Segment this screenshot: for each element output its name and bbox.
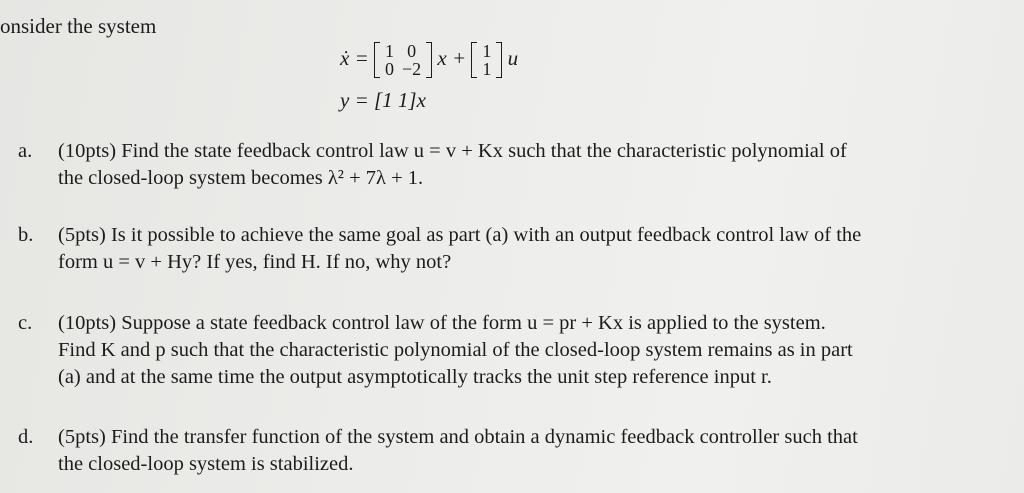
part-a: [18, 138, 948, 192]
state-equation-mid: x +: [437, 45, 467, 70]
part-d-text: [58, 424, 948, 478]
part-c-line: (10pts) Suppose a state feedback control law of the form u = pr + Kx is applied to the system.: [58, 312, 826, 334]
part-c: [18, 310, 948, 391]
part-b-text: [58, 222, 948, 276]
matrix-b: [471, 42, 502, 78]
part-d-label: d.: [18, 426, 34, 448]
output-equation: y = [1 1]x: [340, 88, 426, 112]
part-c-line: Find K and p such that the characteristic polynomial of the closed-loop system remains as in part: [58, 339, 853, 361]
state-equation-lhs: ẋ =: [340, 45, 369, 70]
state-equation: [340, 42, 518, 78]
part-a-label: a.: [18, 140, 33, 162]
state-equation-rhs: u: [507, 45, 519, 70]
part-a-line: the closed-loop system becomes λ² + 7λ + 1.: [58, 167, 424, 189]
part-c-label: c.: [18, 312, 33, 334]
part-b-line: (5pts) Is it possible to achieve the same goal as part (a) with an output feedback control law of the: [58, 224, 862, 246]
matrix-a-cell: −2: [402, 59, 422, 79]
matrix-a: [374, 42, 432, 78]
part-a-text: [58, 138, 948, 192]
part-a-line: (10pts) Find the state feedback control law u = v + Kx such that the characteristic polynomial of: [58, 140, 847, 162]
part-b: [18, 222, 948, 276]
matrix-a-cell: 1: [385, 41, 394, 61]
part-d: [18, 424, 948, 478]
part-c-text: [58, 310, 948, 391]
problem-intro: onsider the system: [0, 14, 157, 38]
part-d-line: (5pts) Find the transfer function of the system and obtain a dynamic feedback controller such that: [58, 426, 858, 448]
matrix-b-cell: 1: [482, 41, 492, 61]
part-d-line: the closed-loop system is stabilized.: [58, 453, 354, 475]
matrix-a-cell: 0: [385, 59, 394, 79]
part-c-line: (a) and at the same time the output asymptotically tracks the unit step reference input r.: [58, 366, 772, 388]
part-b-line: form u = v + Hy? If yes, find H. If no, why not?: [58, 251, 452, 273]
matrix-b-cell: 1: [482, 59, 492, 79]
matrix-a-cell: 0: [407, 41, 417, 61]
part-b-label: b.: [18, 224, 34, 246]
